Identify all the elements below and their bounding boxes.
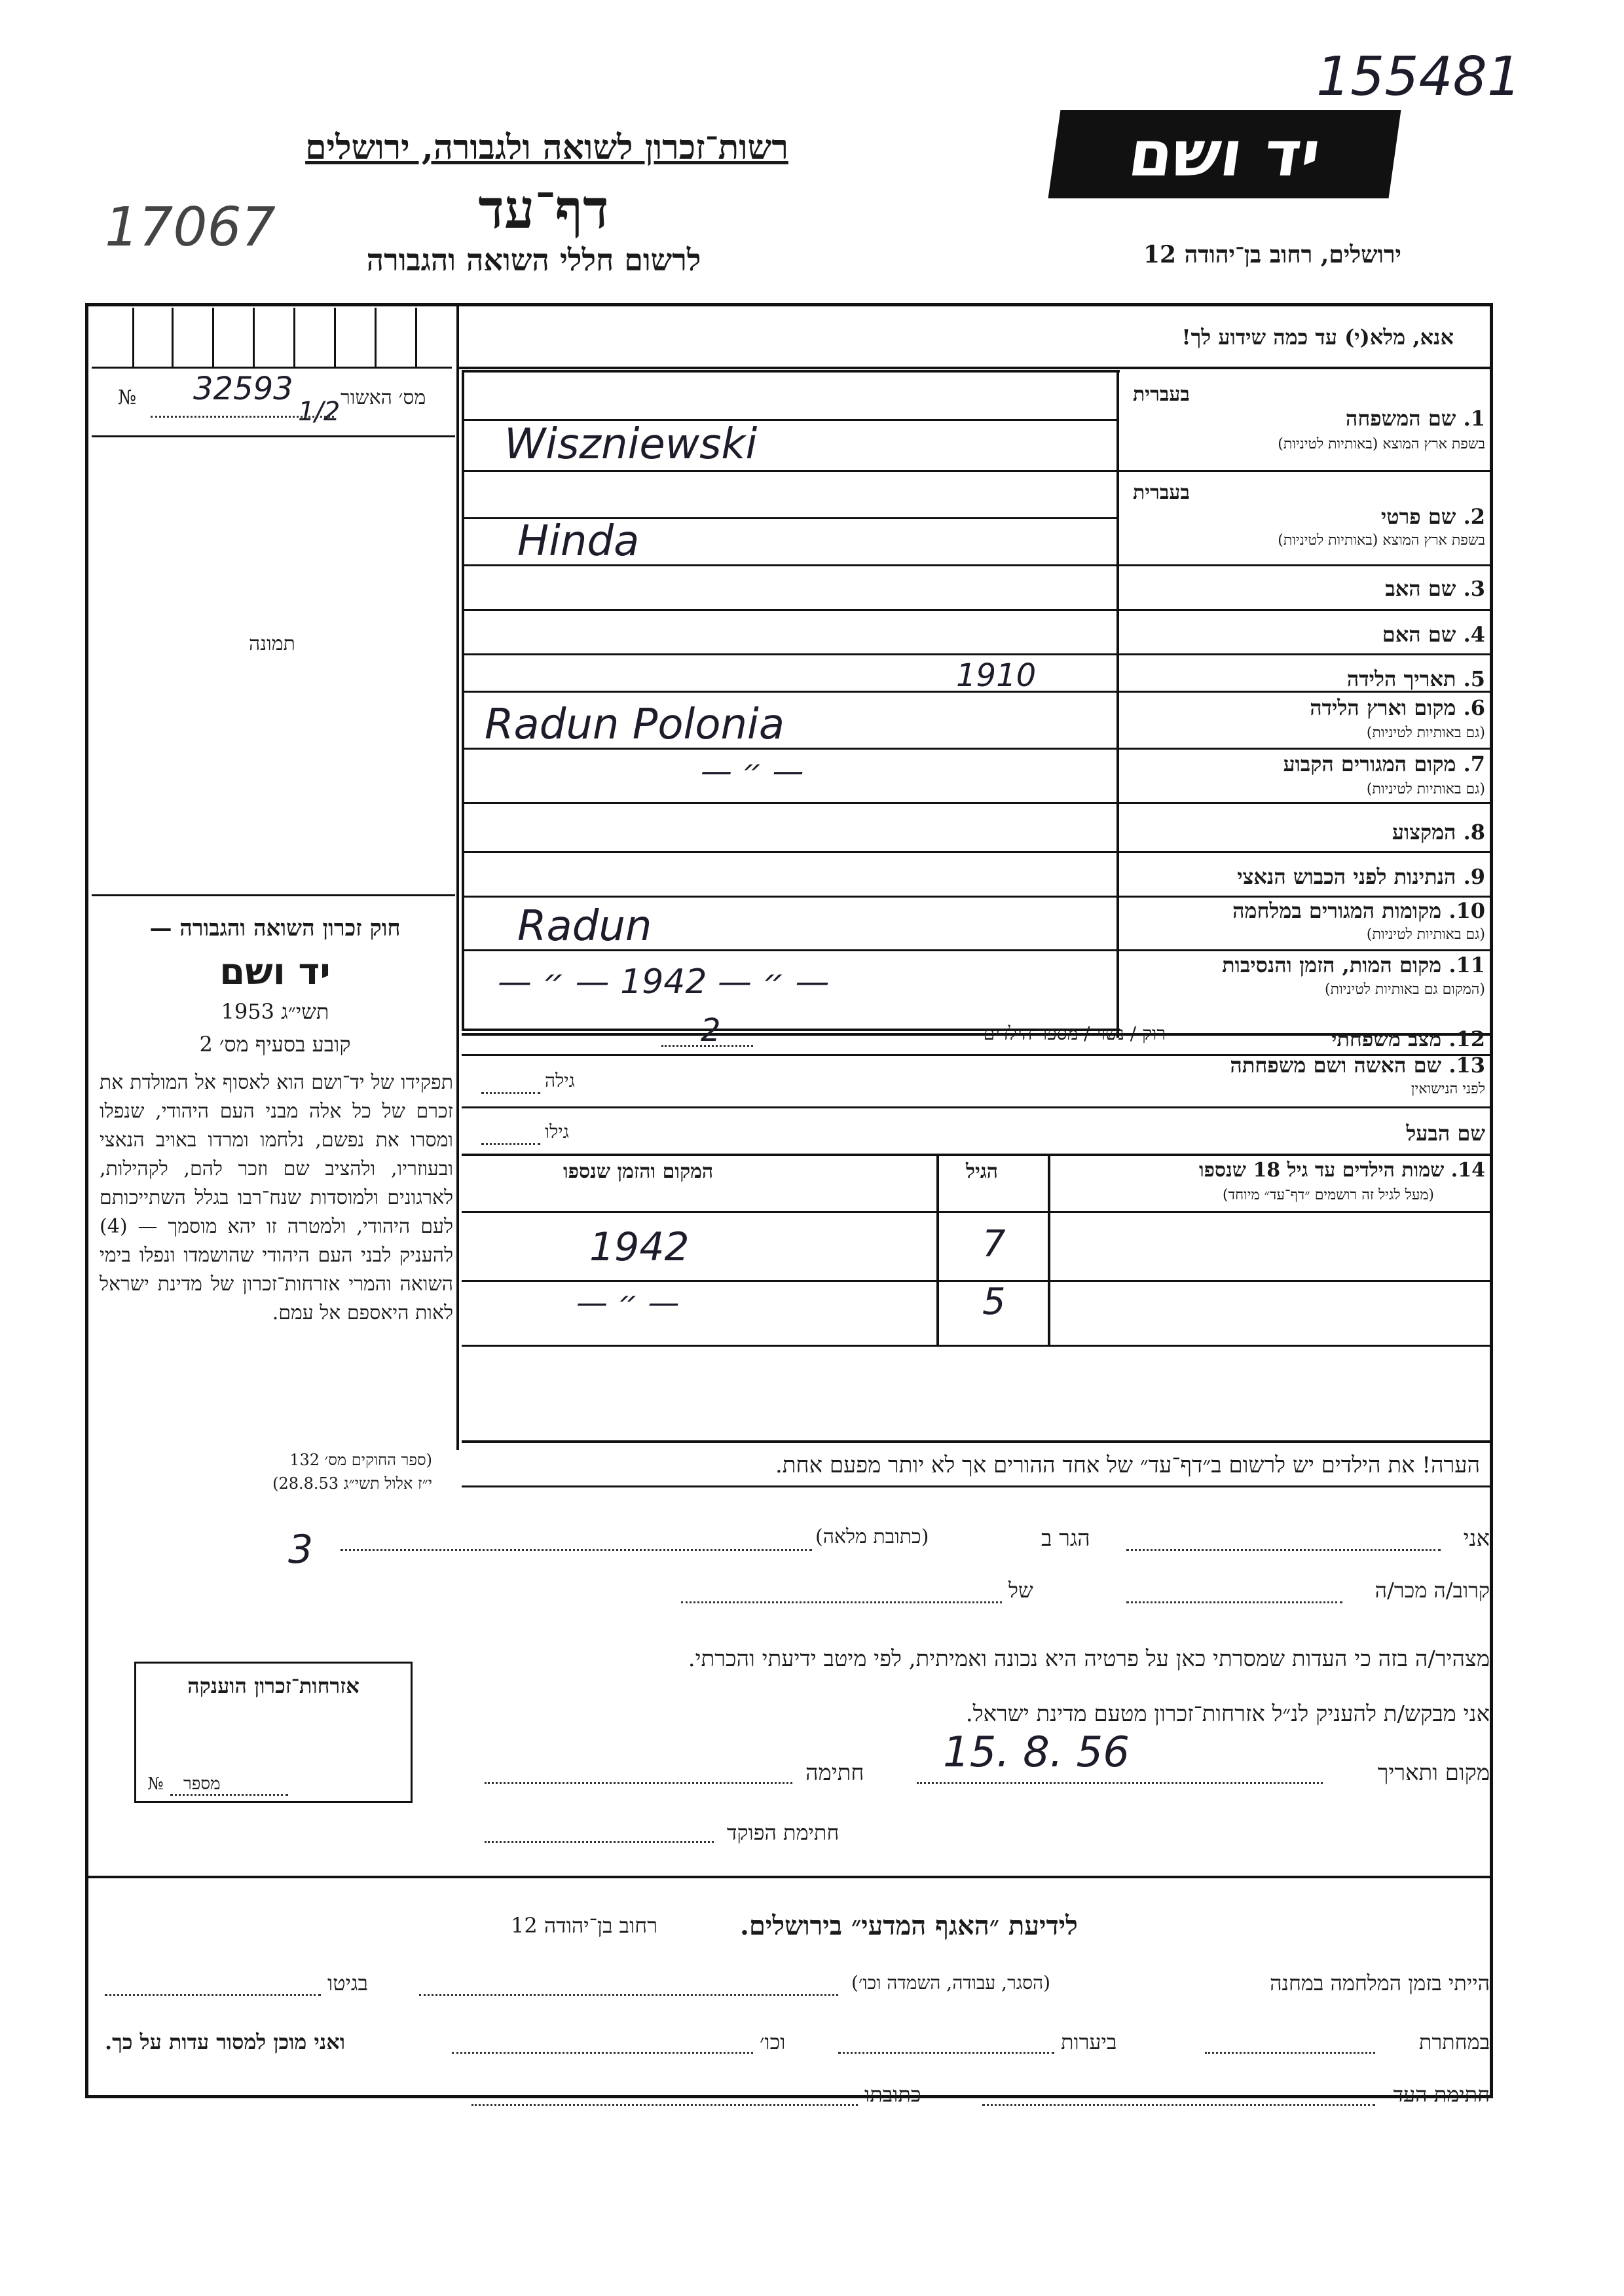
date-value: 15. 8. 56 (943, 1728, 1130, 1777)
law-title: חוק זכרון השואה והגבורה — (149, 915, 401, 941)
field-10-label (1232, 898, 1485, 923)
field-5-value: 1910 (956, 657, 1037, 694)
field-2-latin-value: Hinda (517, 517, 640, 566)
bottom-title: לידיעת ״האגף המדעי״ בירושלים. (740, 1910, 1078, 1941)
approval-number: 32593 (193, 371, 293, 407)
field-7-num: 7. (1463, 752, 1485, 776)
field-6-value: Radun Polonia (485, 701, 785, 749)
field-12-name: מצב משפחתי (1331, 1027, 1442, 1051)
field-1-lang: בעברית (1133, 383, 1190, 406)
witness-relative-label: קרוב/ה מכר/ה (1375, 1578, 1490, 1603)
signature-label: חתימה (805, 1760, 864, 1786)
field-1-name: שם המשפחה (1345, 406, 1456, 431)
field-4-num: 4. (1463, 622, 1485, 647)
citizenship-box-title: אזרחות־זכרון הוענקה (187, 1673, 360, 1698)
witness-address-hint: (כתובת מלאה) (815, 1525, 929, 1548)
husband-label: שם הבעל (1406, 1121, 1485, 1146)
witness-of-label: של (1008, 1578, 1033, 1603)
field-10-sub: (גם באותיות לטיניות) (1366, 926, 1485, 943)
witness-i-label: אני (1463, 1525, 1490, 1552)
authority-title: רשות־זכרון לשואה ולגבורה, ירושלים (305, 128, 788, 168)
bottom-line2-end: ואני מוכן למסור עדות על כך. (105, 2030, 346, 2054)
field-4-name: שם האם (1382, 622, 1456, 647)
field-1-num: 1. (1463, 406, 1485, 431)
field-2-label (1381, 504, 1485, 529)
field-13-sub: לפני הנישואין (1411, 1081, 1485, 1097)
header-address: ירושלים, רחוב בן־יהודה 12 (1143, 241, 1401, 268)
field-10-num: 10. (1449, 898, 1485, 923)
field-3-label (1385, 576, 1485, 601)
field-7-value: — ״ — (701, 753, 804, 790)
bottom-etc: וכו׳ (760, 2030, 786, 2054)
field-12-label (1331, 1027, 1485, 1051)
child-2-place: — ״ — (576, 1285, 680, 1321)
witness-request: אני מבקש/ת להעניק לנ״ל אזרחות־זכרון מטעם מדינת ישראל. (965, 1701, 1490, 1727)
field-3-num: 3. (1463, 576, 1485, 601)
witness-declaration: מצהיר/ה בזה כי העדות שמסרתי כאן על פרטיה היא נכונה ואמיתית, לפי מיטב ידיעתי והכרתי. (688, 1646, 1490, 1672)
field-11-num: 11. (1449, 953, 1485, 977)
field-12-options: רוק / נשוי / מספר הילדים (983, 1023, 1166, 1044)
field-13-num: 13. (1449, 1053, 1485, 1078)
field-12-num: 12. (1449, 1027, 1485, 1051)
child-1-place: 1942 (589, 1224, 690, 1270)
bottom-line1-hint: (הסגר, עבודה, השמדה וכו׳) (851, 1972, 1051, 1994)
bottom-address: רחוב בן־יהודה 12 (511, 1913, 657, 1938)
field-7-sub: (גם באותיות לטיניות) (1366, 781, 1485, 797)
field-6-num: 6. (1463, 695, 1485, 720)
law-year: 1953 (221, 999, 274, 1024)
child-2-age: 5 (982, 1281, 1006, 1323)
yad-vashem-logo (1048, 110, 1401, 198)
field-6-label (1310, 695, 1485, 720)
field-5-name: תאריך הלידה (1346, 666, 1456, 691)
note-text: הערה! את הילדים יש לרשום ב״דף־עד״ של אחד ההורים אך לא יותר מפעם אחת. (775, 1452, 1480, 1478)
witness-address-number: 3 (288, 1527, 314, 1573)
field-9-num: 9. (1463, 864, 1485, 889)
children-col-place: המקום והזמן שנספו (563, 1160, 714, 1183)
photo-label: תמונה (249, 632, 295, 655)
children-title (1199, 1159, 1485, 1182)
law-org: יד ושם (219, 951, 331, 993)
field-7-name: מקום המגורים הקבוע (1283, 752, 1456, 776)
field-2-name: שם פרטי (1380, 504, 1456, 529)
field-6-sub: (גם באותיות לטיניות) (1366, 725, 1485, 741)
approval-no-sign: № (118, 386, 137, 409)
bottom-witness-address: כתובתו (864, 2082, 921, 2107)
field-11-name: מקום המות, הזמן והנסיבות (1222, 953, 1442, 977)
archive-stamp-number: 17067 (105, 196, 276, 259)
field-13-name: שם האשה ושם משפחתה (1230, 1053, 1442, 1078)
officer-label: חתימת הפוקד (727, 1820, 840, 1845)
logo-text: יד ושם (1124, 117, 1325, 191)
field-5-num: 5. (1463, 666, 1485, 691)
citizenship-number-label: מספר (183, 1774, 221, 1794)
children-col-age: הגיל (966, 1160, 999, 1183)
field-4-label (1382, 622, 1485, 647)
bottom-forests: ביערות (1061, 2030, 1117, 2054)
approval-sub: 1/2 (298, 397, 341, 427)
place-date-label: מקום ותאריך (1377, 1760, 1490, 1786)
form-instruction: אנא, מלא(י) עד כמה שידוע לך! (1181, 325, 1454, 350)
field-8-num: 8. (1463, 820, 1485, 845)
bottom-underground: במחתרת (1418, 2030, 1490, 2054)
children-num: 14. (1450, 1159, 1485, 1182)
field-7-label (1283, 752, 1485, 776)
child-1-age: 7 (982, 1223, 1006, 1266)
bottom-witness-sig: חתימת העד (1393, 2082, 1490, 2107)
husband-age-label: גילו (545, 1121, 569, 1142)
field-8-name: המקצוע (1392, 820, 1456, 845)
field-12-children-count: 2 (701, 1012, 721, 1049)
field-11-sub: (המקום גם באותיות לטיניות) (1325, 981, 1485, 998)
field-1-label (1346, 406, 1485, 431)
reference-number: 155481 (1316, 46, 1522, 108)
field-13-label (1230, 1053, 1485, 1078)
children-title-text: שמות הילדים עד גיל 18 שנספו (1198, 1159, 1445, 1182)
field-10-name: מקומות המגורים במלחמה (1232, 898, 1442, 923)
witness-resides-label: הגר ב (1041, 1525, 1090, 1552)
field-6-name: מקום וארץ הלידה (1310, 695, 1456, 720)
law-clause: קובע בסעיף מס׳ 2 (199, 1032, 351, 1057)
field-13-age-label: גילה (545, 1070, 575, 1091)
form-subtitle: לרשום חללי השואה והגבורה (366, 242, 701, 278)
law-source-1: (ספר החוקים מס׳ 132 (289, 1451, 432, 1469)
children-subtitle: (מעל לגיל זה רושמים ״דף־עד״ מיוחד) (1222, 1187, 1434, 1203)
field-1-sub: בשפת ארץ המוצא (באותיות לטיניות) (1278, 436, 1485, 452)
field-2-lang: בעברית (1133, 481, 1190, 504)
bottom-ghetto: בגיטו (327, 1971, 368, 1995)
law-year-heb: תשי״ג (281, 999, 329, 1024)
field-2-num: 2. (1463, 504, 1485, 529)
form-title: דף־עד (478, 178, 609, 241)
field-11-value: — ״ — 1942 — ״ — (498, 962, 830, 1002)
field-5-label (1347, 666, 1485, 691)
field-11-label (1222, 953, 1485, 977)
field-9-label (1237, 864, 1485, 889)
bottom-line1-prefix: הייתי בזמן המלחמה במחנה (1270, 1971, 1490, 1995)
field-9-name: הנתינות לפני הכבוש הנאצי (1237, 864, 1456, 889)
law-source-2: י״ז אלול תשי״ג 28.8.53) (272, 1474, 432, 1493)
law-text: תפקידו של יד־ושם הוא לאסוף אל המולדת את זכרם של כל אלה מבני העם היהודי, שנפלו ומסרו את נפשם, נלחמו ומרדו באויב הנאצי ובעוזריו, ולהציב שם וזכר להם, לקהילות, לארגונים ולמוסדות שנח־רבו בגלל השתייכותם לעם היהודי, ולמטרה זו יהא מוסמך — (4) להעניק לבני העם היהודי שהושמדו ונפלו בימי השואה והמרי אזרחות־זכרון של מדינת ישראל לאות היאספם אל עמם. (100, 1071, 453, 1324)
field-10-value: Radun (517, 902, 652, 951)
field-3-name: שם האב (1385, 576, 1456, 601)
approval-label: מס׳ האשור (341, 386, 426, 409)
law-year-block (105, 999, 445, 1024)
citizenship-no-sign: № (147, 1774, 164, 1794)
field-8-label (1392, 820, 1485, 845)
field-2-sub: בשפת ארץ המוצא (באותיות לטיניות) (1278, 532, 1485, 549)
checkbox-strip (92, 308, 452, 368)
field-1-latin-value: Wiszniewski (504, 420, 758, 469)
